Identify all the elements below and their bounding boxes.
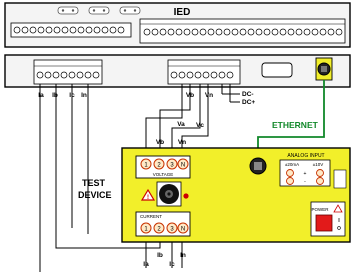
ied-upper-terminal-strip-right (140, 19, 345, 43)
voltage-terminal-panel (136, 156, 190, 178)
voltage-terminal-2-number: 2 (157, 162, 161, 169)
voltage-panel-label: VOLTAGE (152, 172, 174, 177)
test-device-ethernet-port (250, 158, 266, 174)
ied-label-ia: Ia (38, 92, 44, 99)
ied-label-ib: Ib (52, 92, 58, 99)
current-terminal-panel (136, 212, 190, 236)
power-switch[interactable] (316, 215, 332, 231)
current-panel-label: CURRENT (140, 214, 162, 219)
ethernet-cable (258, 80, 324, 158)
analog-v-plus-terminal[interactable] (317, 170, 324, 177)
power-label: POWER (311, 207, 329, 212)
ied-label-vc: Vc (196, 122, 204, 129)
ethernet-label: ETHERNET (272, 120, 318, 130)
power-switch-panel (311, 202, 345, 236)
ied-display-slot (262, 63, 292, 77)
voltage-header-vn: Vn (177, 139, 187, 146)
current-terminal-3-number: 3 (170, 226, 174, 233)
analog-input-title: ANALOG INPUT (287, 153, 325, 159)
analog-input-range-ma: ±20mA (284, 162, 300, 167)
ied-label-in: In (81, 92, 87, 99)
test-device-title-line2: DEVICE (78, 190, 112, 200)
analog-minus-sign: - (304, 179, 306, 185)
ied-upper-housing (5, 3, 350, 47)
current-terminal-1-number: 1 (144, 226, 148, 233)
svg-text:!: ! (147, 195, 149, 201)
current-footer-in: In (180, 252, 186, 259)
test-device (122, 148, 350, 242)
ied-top-connector (120, 7, 140, 14)
current-footer-ic: Ic (169, 261, 175, 268)
test-device-title-line1: TEST (82, 178, 106, 188)
current-footer-ia: Ia (143, 261, 149, 268)
analog-input-range-v: ±10V (312, 162, 324, 167)
ied-lower-housing (5, 55, 350, 87)
voltage-terminal-1-number: 1 (144, 162, 148, 169)
ied-bottom-labels (38, 91, 255, 129)
analog-plus-sign: + (303, 171, 307, 177)
voltage-header-vb: Vb (155, 139, 165, 146)
ied-label-va: Va (177, 121, 185, 128)
ied-label-vn: Vn (204, 92, 214, 99)
ied-upper-terminal-strip-left (11, 23, 131, 37)
ied-label-dc-minus: DC- (242, 91, 254, 98)
ied-lower-terminal-block-right (168, 60, 240, 84)
ied-label-dc-plus: DC+ (242, 99, 256, 106)
analog-ma-minus-terminal[interactable] (287, 178, 294, 185)
ied-top-connector (89, 7, 109, 14)
current-terminal-2-number: 2 (157, 226, 161, 233)
ied-lower-terminal-block-left (34, 60, 102, 84)
voltage-terminal-3-number: 3 (170, 162, 174, 169)
output-connector (157, 182, 181, 206)
current-footer-labels (143, 252, 186, 268)
ied-top-connector (58, 7, 78, 14)
output-indicator-led (183, 193, 188, 198)
ied-label-ic: Ic (69, 92, 75, 99)
ied-title: IED (173, 7, 191, 18)
ied-label-vb: Vb (185, 92, 195, 99)
current-footer-ib: Ib (157, 252, 163, 259)
ied-ethernet-port (316, 58, 332, 80)
analog-v-minus-terminal[interactable] (317, 178, 324, 185)
current-terminal-n-number: N (180, 226, 186, 233)
voltage-terminal-n-number: N (180, 162, 186, 169)
analog-ma-plus-terminal[interactable] (287, 170, 294, 177)
